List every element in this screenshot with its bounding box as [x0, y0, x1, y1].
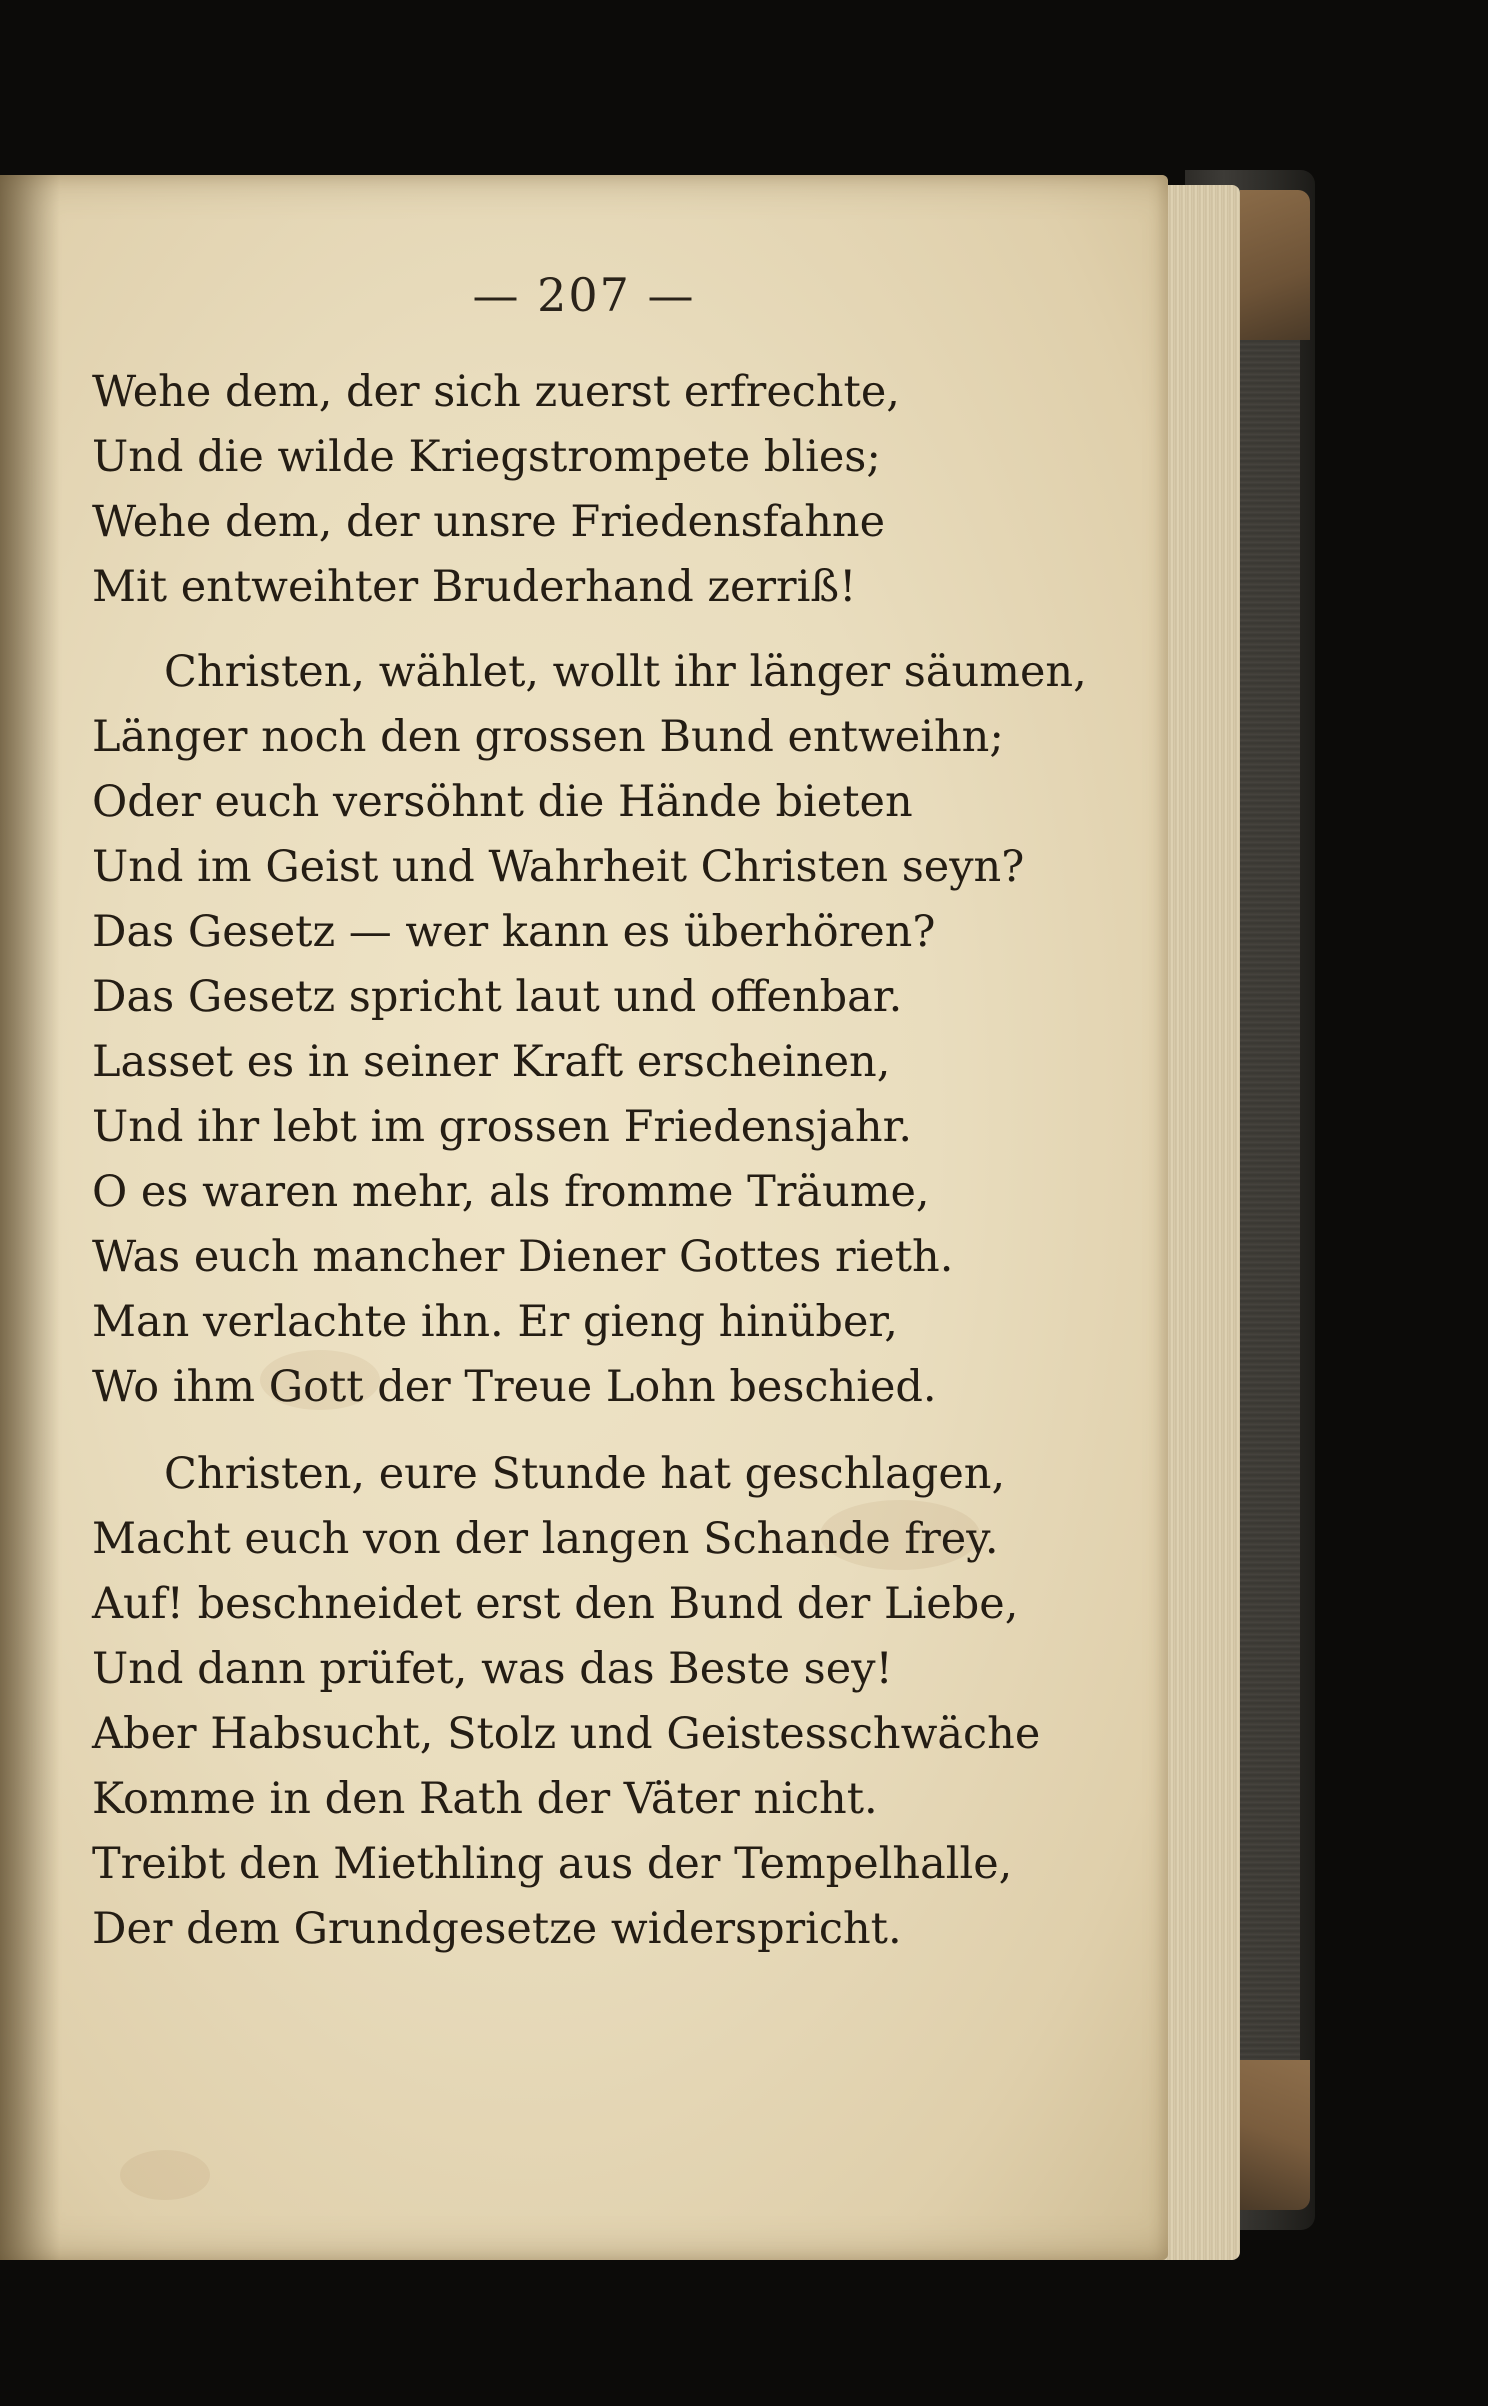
- poem-line: Lasset es in seiner Kraft erscheinen,: [92, 1037, 891, 1087]
- poem-line: Man verlachte ihn. Er gieng hinüber,: [92, 1297, 898, 1347]
- poem-line: Länger noch den grossen Bund entweihn;: [92, 712, 1004, 762]
- poem-line: Der dem Grundgesetze widerspricht.: [92, 1904, 902, 1954]
- cover-corner-bottom: [1240, 2060, 1310, 2210]
- stanza-3: [92, 1442, 1112, 1962]
- poem-line: Wo ihm Gott der Treue Lohn beschied.: [92, 1362, 937, 1412]
- poem-line: Aber Habsucht, Stolz und Geistesschwäche: [92, 1709, 1041, 1759]
- paper-stain: [120, 2150, 210, 2200]
- poem-line: Komme in den Rath der Väter nicht.: [92, 1774, 878, 1824]
- poem-line: Christen, wählet, wollt ihr länger säumen,: [164, 647, 1087, 697]
- poem-line: Das Gesetz — wer kann es überhören?: [92, 907, 936, 957]
- stanza-2: [92, 640, 1112, 1420]
- page-number: — 207 —: [472, 268, 696, 322]
- poem-text: [92, 360, 1112, 1962]
- poem-line: Und im Geist und Wahrheit Christen seyn?: [92, 842, 1025, 892]
- poem-line: O es waren mehr, als fromme Träume,: [92, 1167, 930, 1217]
- stanza-1: [92, 360, 1112, 620]
- poem-line: Wehe dem, der unsre Friedensfahne: [92, 497, 886, 547]
- poem-line: Mit entweihter Bruderhand zerriß!: [92, 562, 857, 612]
- poem-line: Macht euch von der langen Schande frey.: [92, 1514, 999, 1564]
- spine-shadow: [0, 175, 60, 2260]
- poem-line: Und die wilde Kriegstrompete blies;: [92, 432, 881, 482]
- poem-line: Christen, eure Stunde hat geschlagen,: [164, 1449, 1006, 1499]
- poem-line: Das Gesetz spricht laut und offenbar.: [92, 972, 903, 1022]
- cover-corner-top: [1240, 190, 1310, 340]
- poem-line: Oder euch versöhnt die Hände bieten: [92, 777, 913, 827]
- poem-line: Und ihr lebt im grossen Friedensjahr.: [92, 1102, 913, 1152]
- poem-line: Treibt den Miethling aus der Tempelhalle,: [92, 1839, 1013, 1889]
- poem-line: Und dann prüfet, was das Beste sey!: [92, 1644, 893, 1694]
- cover-edge: [1230, 200, 1300, 2200]
- poem-line: Was euch mancher Diener Gottes rieth.: [92, 1232, 954, 1282]
- poem-line: Wehe dem, der sich zuerst erfrechte,: [92, 367, 900, 417]
- poem-line: Auf! beschneidet erst den Bund der Liebe,: [92, 1579, 1019, 1629]
